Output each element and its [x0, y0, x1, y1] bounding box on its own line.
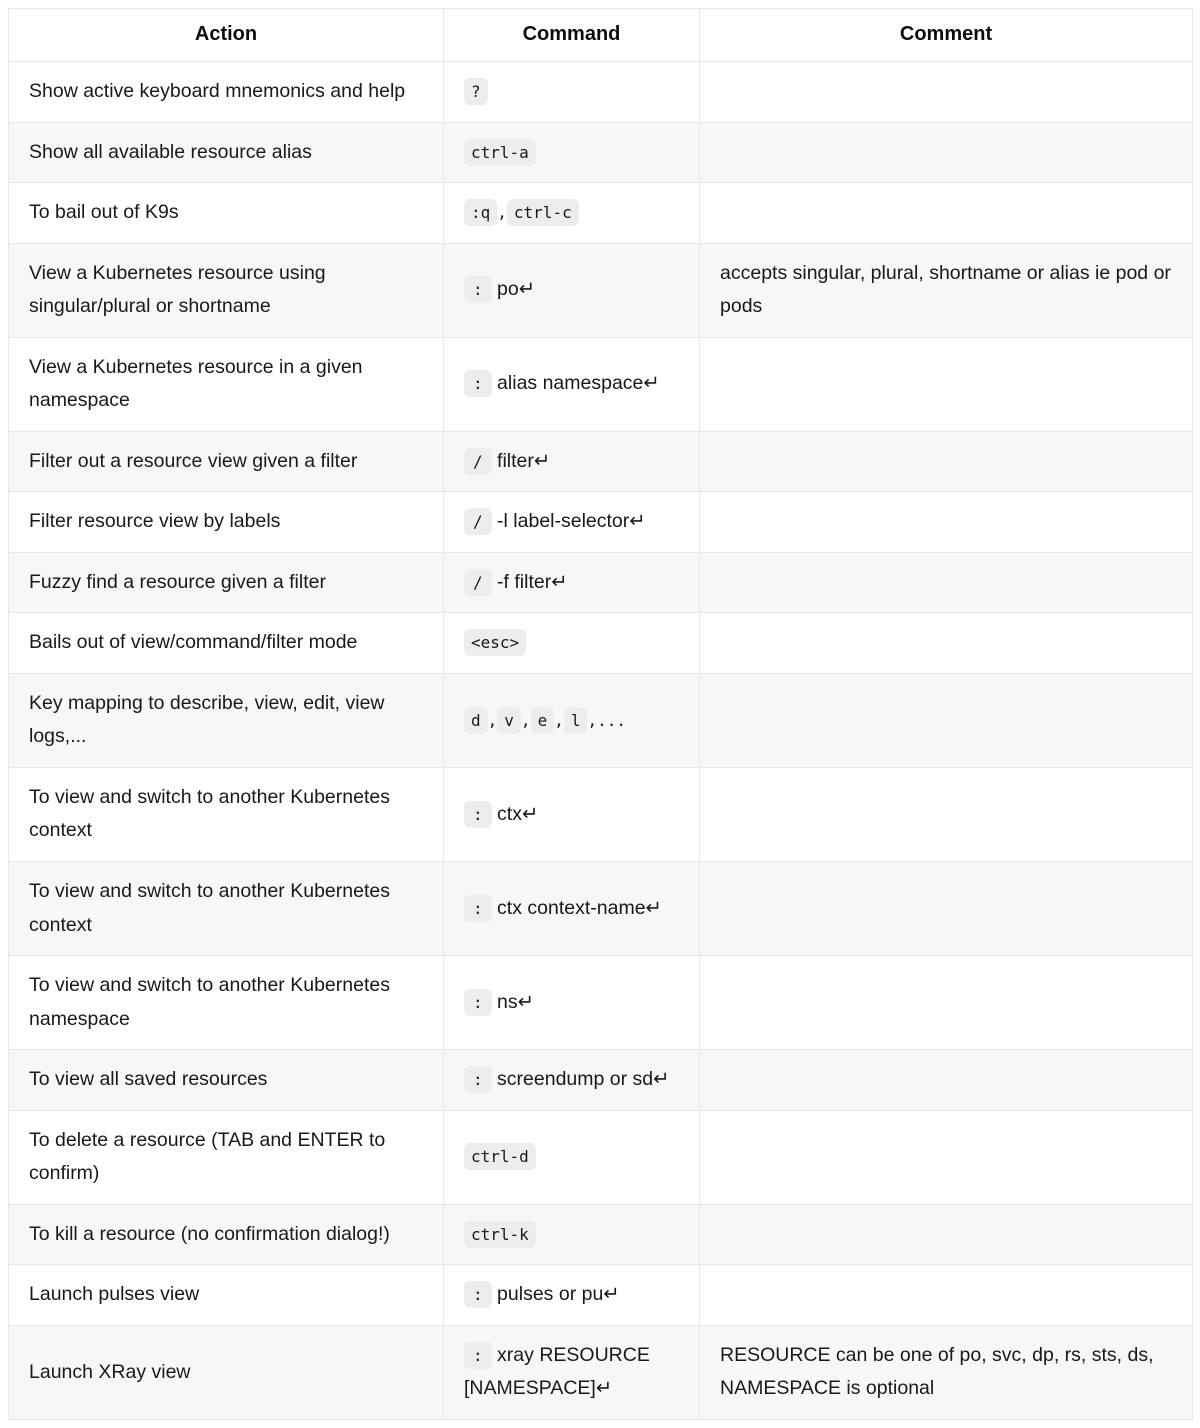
command-separator: ,: [520, 710, 531, 730]
command-key-chip: :q: [464, 199, 497, 226]
cell-comment: [700, 1265, 1193, 1326]
enter-key-icon: ↵: [653, 1068, 670, 1091]
cell-command: [444, 552, 700, 613]
table-header-row: [9, 9, 1193, 62]
column-header-comment: Comment: [700, 9, 1193, 62]
command-separator: ,: [497, 203, 507, 223]
command-key-chip: ctrl-k: [464, 1221, 536, 1248]
cell-command: [444, 122, 700, 183]
command-text: alias namespace: [491, 372, 644, 395]
enter-key-icon: ↵: [533, 449, 551, 472]
cell-command: [444, 613, 700, 674]
cell-comment: [700, 1050, 1193, 1111]
cell-command: [444, 62, 700, 123]
cell-comment: [700, 62, 1193, 123]
command-text: pulses or pu: [491, 1283, 604, 1306]
cell-command: [444, 673, 700, 767]
enter-key-icon: ↵: [595, 1377, 613, 1400]
cell-action: Launch pulses view: [9, 1265, 444, 1326]
cell-comment: [700, 552, 1193, 613]
table-row: [9, 337, 1193, 431]
table-row: [9, 861, 1193, 955]
cell-action: Show active keyboard mnemonics and help: [9, 62, 444, 123]
cell-action: View a Kubernetes resource in a given namespace: [9, 337, 444, 431]
cell-comment: [700, 1204, 1193, 1265]
cell-comment: [700, 431, 1193, 492]
command-key-chip: ctrl-a: [464, 139, 536, 166]
enter-key-icon: ↵: [551, 570, 568, 593]
table-header: [9, 9, 1193, 62]
command-key-chip: ctrl-d: [464, 1143, 536, 1170]
command-key-chip: d: [464, 707, 488, 734]
cell-comment: [700, 492, 1193, 553]
cell-command: [444, 1050, 700, 1111]
table-row: [9, 122, 1193, 183]
command-text: screendump or sd: [491, 1068, 654, 1091]
command-key-chip: ?: [464, 78, 488, 105]
command-separator: ,: [487, 710, 498, 730]
cell-action: To view and switch to another Kubernetes context: [9, 861, 444, 955]
command-key-chip: l: [564, 707, 588, 734]
command-key-chip: <esc>: [464, 629, 526, 656]
cell-comment: [700, 337, 1193, 431]
cell-command: [444, 1204, 700, 1265]
table-row: [9, 956, 1193, 1050]
command-prefix-chip: :: [464, 989, 492, 1016]
cell-comment: accepts singular, plural, shortname or alias ie pod or pods: [700, 243, 1193, 337]
table-row: [9, 492, 1193, 553]
command-text: ctx: [491, 802, 522, 825]
cell-action: To view and switch to another Kubernetes context: [9, 767, 444, 861]
table-row: [9, 62, 1193, 123]
command-text: -f filter: [491, 570, 552, 593]
cell-action: To view and switch to another Kubernetes namespace: [9, 956, 444, 1050]
command-text: ctx context-name: [491, 896, 646, 919]
cell-comment: RESOURCE can be one of po, svc, dp, rs, sts, ds, NAMESPACE is optional: [700, 1325, 1193, 1419]
table-row: [9, 1325, 1193, 1419]
cell-comment: [700, 767, 1193, 861]
cell-command: [444, 956, 700, 1050]
cell-action: Filter out a resource view given a filter: [9, 431, 444, 492]
table-row: [9, 673, 1193, 767]
cell-action: Bails out of view/command/filter mode: [9, 613, 444, 674]
enter-key-icon: ↵: [629, 510, 646, 533]
command-prefix-chip: /: [464, 448, 492, 475]
command-prefix-chip: :: [464, 276, 492, 303]
command-key-chip: v: [497, 707, 521, 734]
cell-action: View a Kubernetes resource using singular/plural or shortname: [9, 243, 444, 337]
command-prefix-chip: :: [464, 370, 492, 397]
cell-comment: [700, 613, 1193, 674]
table-row: [9, 1204, 1193, 1265]
cell-command: [444, 1325, 700, 1419]
command-text: -l label-selector: [491, 510, 630, 533]
cell-action: To view all saved resources: [9, 1050, 444, 1111]
table-row: [9, 431, 1193, 492]
cell-action: Key mapping to describe, view, edit, view logs,...: [9, 673, 444, 767]
cell-action: To bail out of K9s: [9, 183, 444, 244]
enter-key-icon: ↵: [521, 802, 539, 825]
table-row: [9, 183, 1193, 244]
command-key-chip: e: [531, 707, 555, 734]
command-text: xray RESOURCE [NAMESPACE]: [464, 1343, 650, 1400]
column-header-action: Action: [9, 9, 444, 62]
column-header-command: Command: [444, 9, 700, 62]
cell-action: Show all available resource alias: [9, 122, 444, 183]
cell-command: [444, 1110, 700, 1204]
cell-command: [444, 183, 700, 244]
cell-comment: [700, 122, 1193, 183]
cell-comment: [700, 183, 1193, 244]
command-prefix-chip: :: [464, 895, 492, 922]
table-row: [9, 1265, 1193, 1326]
cell-action: Fuzzy find a resource given a filter: [9, 552, 444, 613]
command-prefix-chip: /: [464, 508, 492, 535]
cell-command: [444, 243, 700, 337]
command-text: po: [491, 278, 519, 301]
enter-key-icon: ↵: [645, 896, 662, 919]
cell-action: Launch XRay view: [9, 1325, 444, 1419]
enter-key-icon: ↵: [518, 278, 536, 301]
cell-command: [444, 861, 700, 955]
table-row: [9, 243, 1193, 337]
table-row: [9, 767, 1193, 861]
cell-comment: [700, 1110, 1193, 1204]
command-prefix-chip: :: [464, 1066, 492, 1093]
cell-command: [444, 431, 700, 492]
command-separator: ,: [554, 710, 564, 730]
table-row: [9, 613, 1193, 674]
enter-key-icon: ↵: [517, 990, 534, 1013]
command-separator: ,...: [587, 710, 627, 730]
cell-comment: [700, 861, 1193, 955]
table-body: [9, 62, 1193, 1420]
cell-comment: [700, 956, 1193, 1050]
cell-command: [444, 1265, 700, 1326]
command-prefix-chip: /: [464, 569, 492, 596]
cell-command: [444, 492, 700, 553]
table-row: [9, 552, 1193, 613]
cell-command: [444, 767, 700, 861]
command-prefix-chip: :: [464, 1281, 492, 1308]
enter-key-icon: ↵: [603, 1283, 620, 1306]
command-prefix-chip: :: [464, 1342, 492, 1369]
cell-action: To kill a resource (no confirmation dialog!): [9, 1204, 444, 1265]
cell-action: Filter resource view by labels: [9, 492, 444, 553]
command-key-chip: ctrl-c: [507, 199, 579, 226]
table-row: [9, 1110, 1193, 1204]
command-text: filter: [491, 449, 534, 472]
command-prefix-chip: :: [464, 801, 492, 828]
cell-action: To delete a resource (TAB and ENTER to confirm): [9, 1110, 444, 1204]
cell-command: [444, 337, 700, 431]
cell-comment: [700, 673, 1193, 767]
command-text: ns: [491, 990, 518, 1013]
enter-key-icon: ↵: [643, 372, 660, 395]
keyboard-shortcuts-table: [8, 8, 1193, 1420]
table-row: [9, 1050, 1193, 1111]
